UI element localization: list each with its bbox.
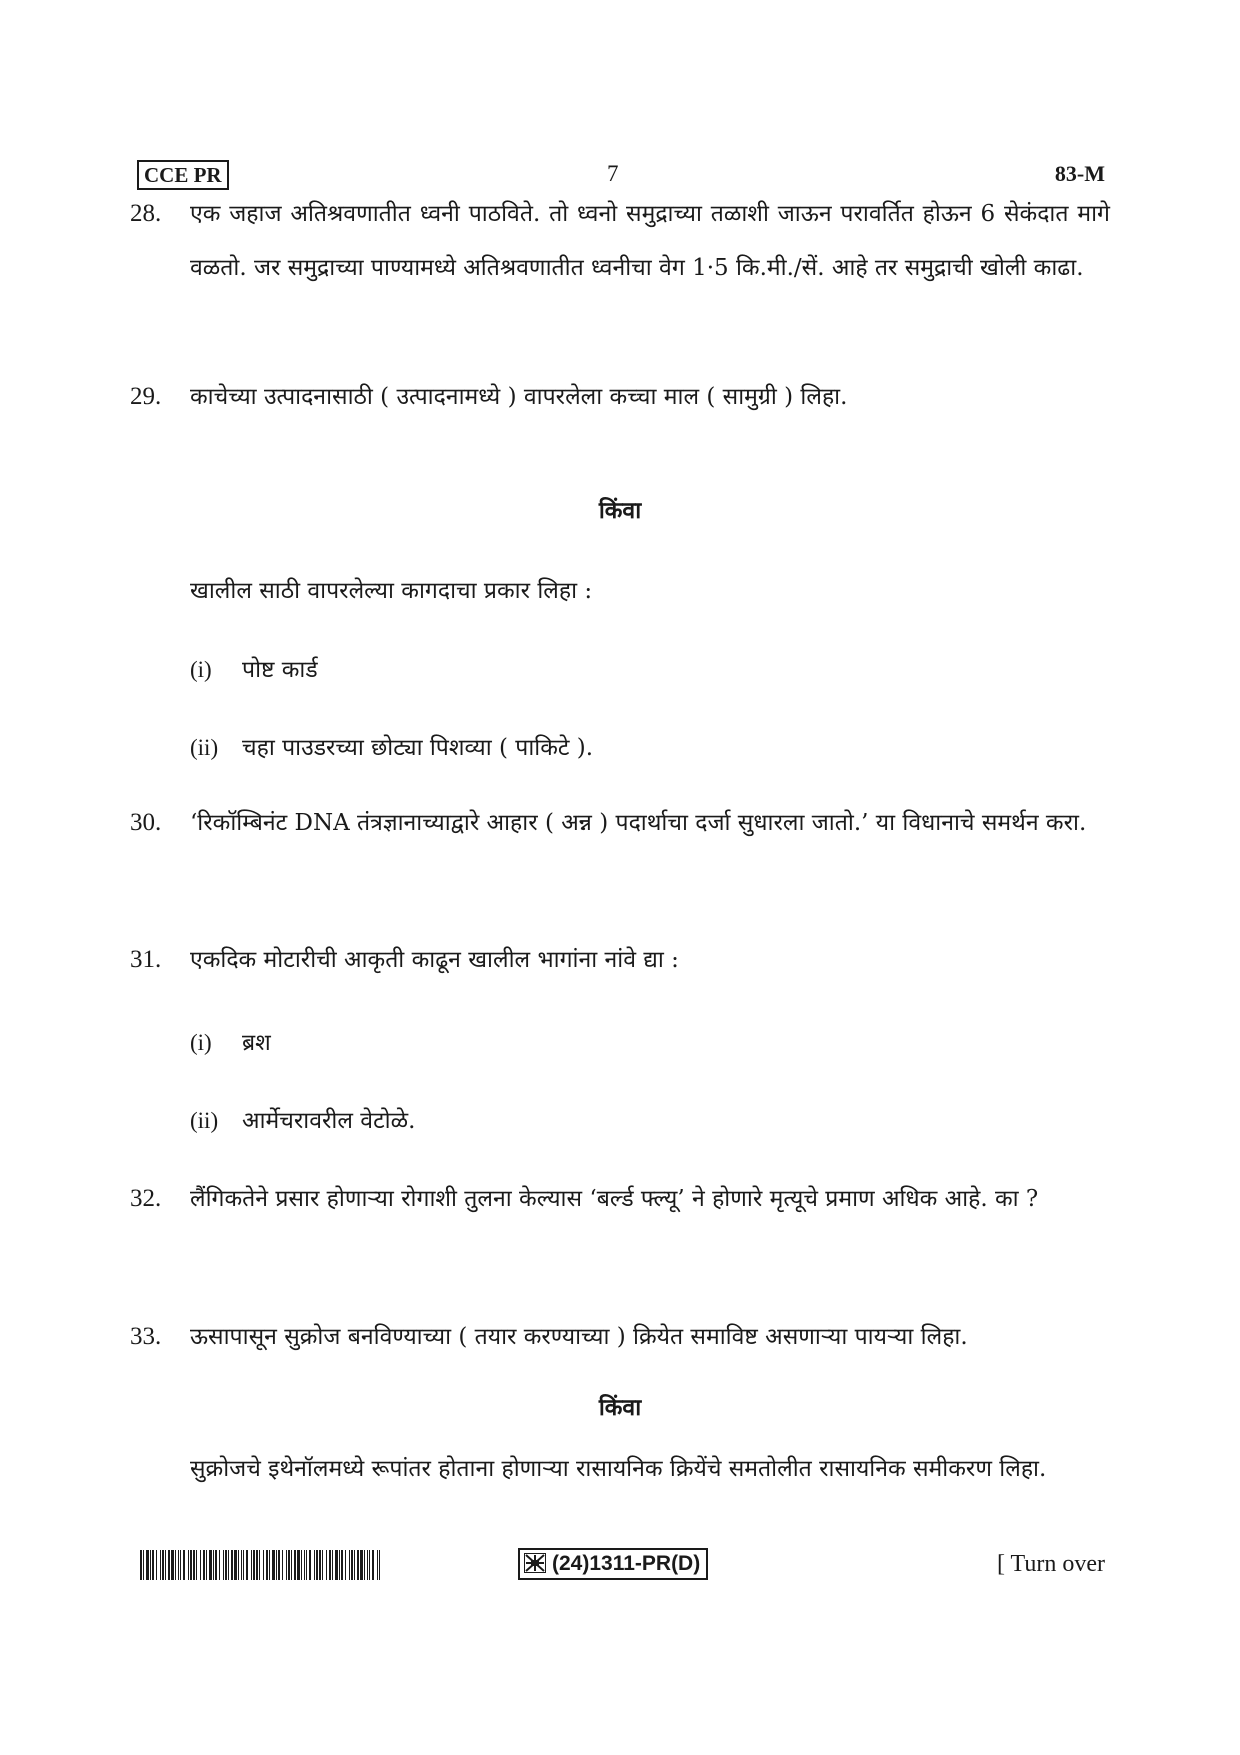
paper-code: 83-M <box>1054 161 1105 186</box>
q31-item-2 <box>190 1101 415 1141</box>
item-text: आर्मेचरावरील वेटोळे. <box>242 1108 416 1134</box>
question-28 <box>130 187 1110 295</box>
question-number: 28. <box>130 200 162 227</box>
item-label: (ii) <box>190 735 219 760</box>
question-number: 29. <box>130 383 162 410</box>
page-footer <box>140 1548 1105 1586</box>
item-text: पोष्ट कार्ड <box>242 657 318 683</box>
question-number: 30. <box>130 809 162 836</box>
item-label: (i) <box>190 657 212 682</box>
question-text: एक जहाज अतिश्रवणातीत ध्वनी पाठविते. तो ध्वनो समुद्राच्या तळाशी जाऊन परावर्तित होऊन 6 सेकंदात मागे वळतो. जर समुद्राच्या पाण्यामध्ये अतिश्रवणातीत ध्वनीचा वेग 1·5 कि.मी./सें. आहे तर समुद्राची खोली काढा. <box>190 201 1110 281</box>
cce-pr-label: CCE PR <box>137 160 229 190</box>
question-31 <box>130 933 1110 987</box>
question-number: 31. <box>130 946 162 973</box>
question-30 <box>130 796 1110 850</box>
exam-code-text: (24)1311-PR(D) <box>552 1552 701 1575</box>
item-text: ब्रश <box>242 1030 271 1056</box>
q29-item-1 <box>190 650 318 690</box>
page-number: 7 <box>607 161 619 186</box>
q29-item-2 <box>190 728 593 768</box>
question-text: एकदिक मोटारीची आकृती काढून खालील भागांना नांवे द्या : <box>190 947 679 973</box>
question-text: ऊसापासून सुक्रोज बनविण्याच्या ( तयार करण्याच्या ) क्रियेत समाविष्ट असणाऱ्या पायऱ्या लिहा. <box>190 1324 968 1350</box>
turn-over-text: [ Turn over <box>996 1551 1105 1577</box>
exam-code <box>518 1548 708 1580</box>
question-number: 33. <box>130 1323 162 1350</box>
or-label-q29: किंवा <box>598 497 642 524</box>
question-32 <box>130 1172 1110 1226</box>
question-text: ‘रिकॉम्बिनंट DNA तंत्रज्ञानाच्याद्वारे आहार ( अन्न ) पदार्थाचा दर्जा सुधारला जातो.’ या विधानाचे समर्थन करा. <box>190 810 1087 836</box>
or-label-q33: किंवा <box>598 1394 642 1421</box>
q31-item-1 <box>190 1023 271 1063</box>
barcode-image <box>140 1550 380 1580</box>
q29-alternative-text: खालील साठी वापरलेल्या कागदाचा प्रकार लिहा : <box>190 578 593 604</box>
qr-mark-icon <box>524 1553 546 1573</box>
question-number: 32. <box>130 1185 162 1212</box>
question-29 <box>130 370 1110 424</box>
question-text: काचेच्या उत्पादनासाठी ( उत्पादनामध्ये ) वापरलेला कच्चा माल ( सामुग्री ) लिहा. <box>190 384 848 410</box>
q33-alternative-text: सुक्रोजचे इथेनॉलमध्ये रूपांतर होताना होणाऱ्या रासायनिक क्रियेंचे समतोलीत रासायनिक समीकरण लिहा. <box>190 1456 1047 1482</box>
item-text: चहा पाउडरच्या छोट्या पिशव्या ( पाकिटे ). <box>242 735 594 761</box>
question-text: लैंगिकतेने प्रसार होणाऱ्या रोगाशी तुलना केल्यास ‘बर्ल्ड फ्ल्यू’ ने होणारे मृत्यूचे प्रमाण अधिक आहे. का ? <box>190 1186 1039 1212</box>
item-label: (ii) <box>190 1108 219 1133</box>
question-33 <box>130 1310 1110 1364</box>
item-label: (i) <box>190 1030 212 1055</box>
